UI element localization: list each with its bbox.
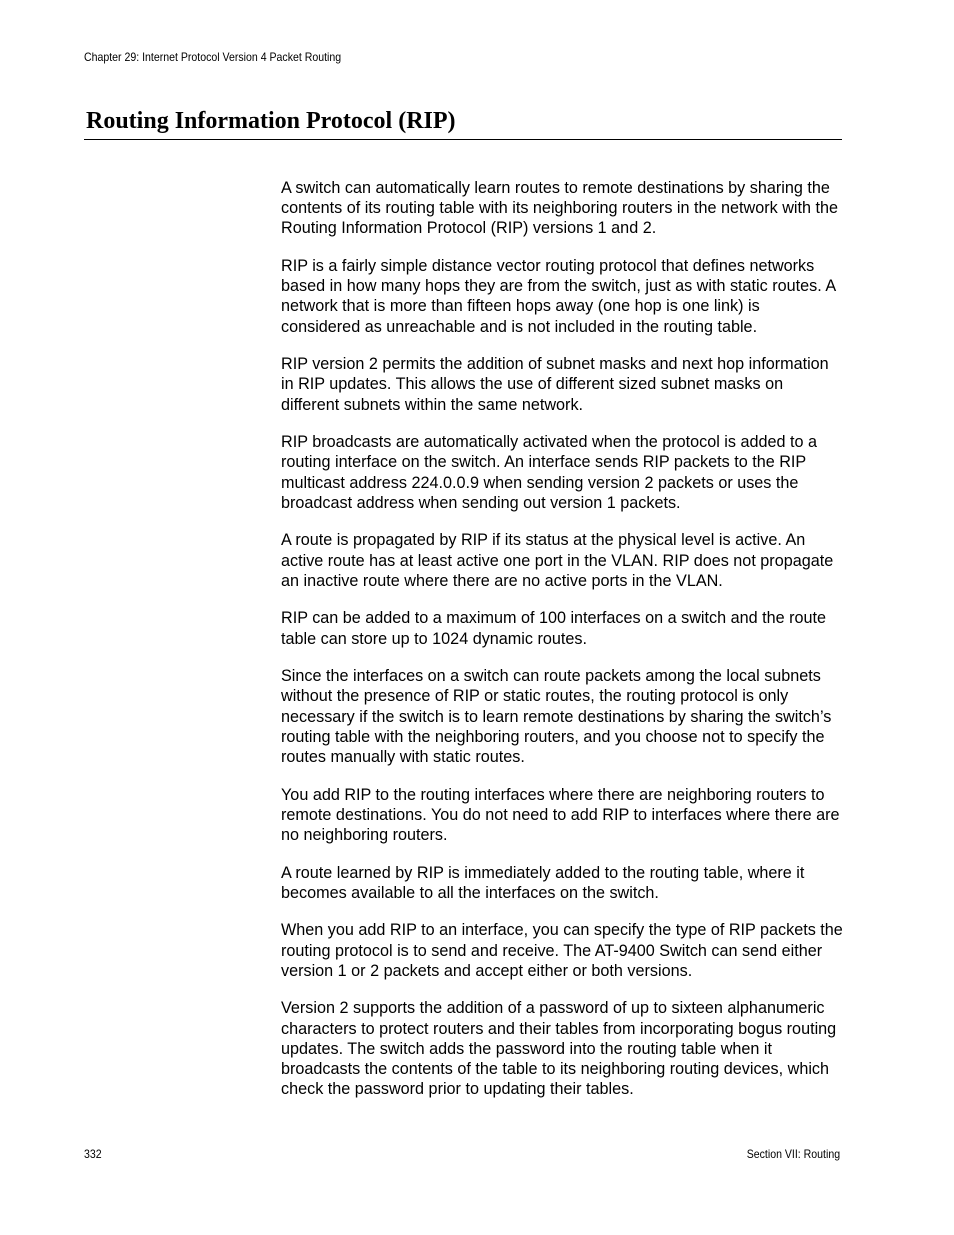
paragraph: RIP version 2 permits the addition of subnet masks and next hop information in RIP updates. This allows the use of different sized subnet masks on different subnets within the same network. — [281, 355, 829, 414]
paragraph: A route learned by RIP is immediately added to the routing table, where it becomes available to all the interfaces on the switch. — [281, 863, 805, 902]
paragraph: RIP broadcasts are automatically activated when the protocol is added to a routing interface on the switch. An interface sends RIP packets to the RIP multicast address 224.0.0.9 when sending version 2 packets or uses the broadcast address when sending out version 1 packets. — [281, 433, 817, 512]
paragraph: RIP is a fairly simple distance vector routing protocol that defines networks based in how many hops they are from the switch, just as with static routes. A network that is more than fifteen hops away (one hop is one link) is considered as unreachable and is not included in the routing table. — [281, 257, 836, 336]
paragraph: You add RIP to the routing interfaces where there are neighboring routers to remote destinations. You do not need to add RIP to interfaces where there are no neighboring routers. — [281, 785, 840, 845]
paragraph: Version 2 supports the addition of a password of up to sixteen alphanumeric characters to protect routers and their tables from incorporating bogus routing updates. The switch adds the password into the routing table when it broadcasts the contents of the table to its neighboring routing devices, which check the password prior to updating their tables. — [281, 999, 837, 1099]
paragraph: A switch can automatically learn routes to remote destinations by sharing the contents of its routing table with its neighboring routers in the network with the Routing Information Protocol (RIP) versions 1 and 2. — [281, 179, 838, 238]
running-header: Chapter 29: Internet Protocol Version 4 Packet Routing — [84, 50, 342, 64]
running-footer: Section VII: Routing — [746, 1147, 840, 1161]
title-rule — [84, 139, 842, 140]
paragraph: Since the interfaces on a switch can route packets among the local subnets without the presence of RIP or static routes, the routing protocol is only necessary if the switch is to learn remote destinations by sharing the switch’s routing table with the neighboring routers, and you choose not to specify the routes manually with static routes. — [281, 667, 832, 767]
section-title: Routing Information Protocol (RIP) — [86, 108, 456, 134]
body-text — [281, 178, 843, 1117]
paragraph: RIP can be added to a maximum of 100 interfaces on a switch and the route table can store up to 1024 dynamic routes. — [281, 609, 826, 648]
page-number: 332 — [84, 1147, 102, 1161]
paragraph: When you add RIP to an interface, you can specify the type of RIP packets the routing protocol is to send and receive. The AT-9400 Switch can send either version 1 or 2 packets and accept either or both versions. — [281, 921, 843, 980]
paragraph: A route is propagated by RIP if its status at the physical level is active. An active route has at least active one port in the VLAN. RIP does not propagate an inactive route where there are no active ports in the VLAN. — [281, 531, 834, 590]
